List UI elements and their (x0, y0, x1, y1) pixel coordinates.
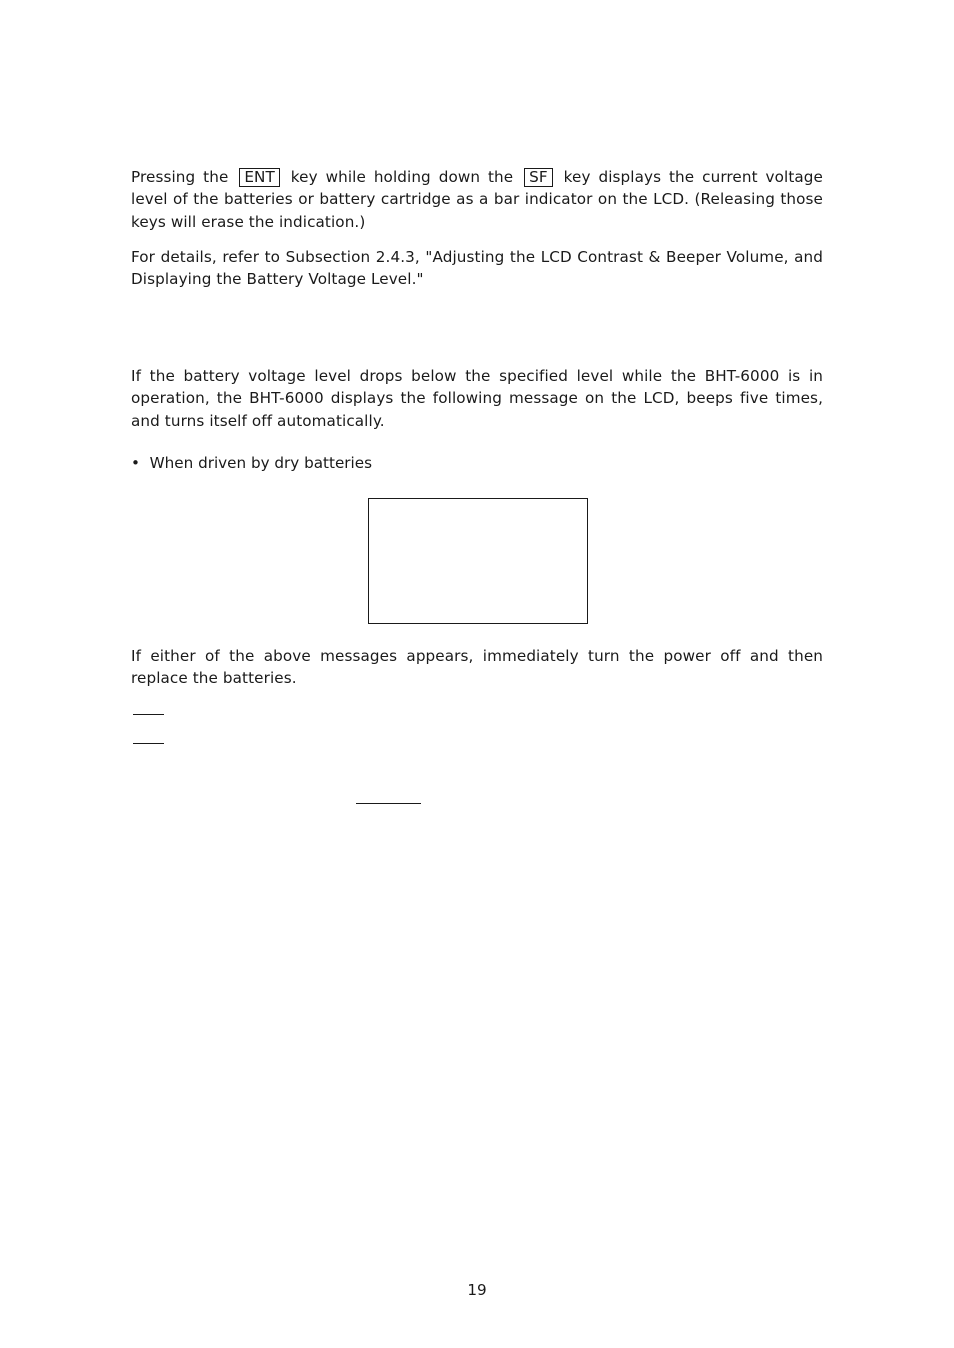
bullet-item-dry-batteries (131, 452, 372, 474)
details-reference-paragraph: For details, refer to Subsection 2.4.3, "Adjusting the LCD Contrast & Beeper Volume, and Displaying the Battery Voltage Level." (131, 248, 823, 289)
ent-key-label: ENT (239, 168, 280, 187)
lcd-message-box (368, 498, 588, 624)
replace-batteries-paragraph: If either of the above messages appears, immediately turn the power off and then replace the batteries. (131, 647, 823, 688)
page-number: 19 (467, 1281, 487, 1299)
bullet-text: When driven by dry batteries (149, 454, 373, 472)
battery-level-paragraph (131, 166, 823, 233)
short-rule-3 (356, 803, 421, 804)
short-rule-1 (133, 714, 164, 715)
sf-key-label: SF (524, 168, 553, 187)
para1-text-b: key while holding down the (290, 168, 514, 186)
bullet-symbol: • (131, 454, 140, 472)
short-rule-2 (133, 743, 164, 744)
low-battery-paragraph: If the battery voltage level drops below the specified level while the BHT-6000 is in operation, the BHT-6000 displays the following message on the LCD, beeps five times, and turns itself off automatically. (131, 367, 823, 430)
para1-text-a: Pressing the (131, 168, 229, 186)
para1-text-c: key displays the current voltage level of the batteries or battery cartridge as a bar indicator on the LCD. (Releasing those keys will erase the indication.) (131, 168, 823, 231)
